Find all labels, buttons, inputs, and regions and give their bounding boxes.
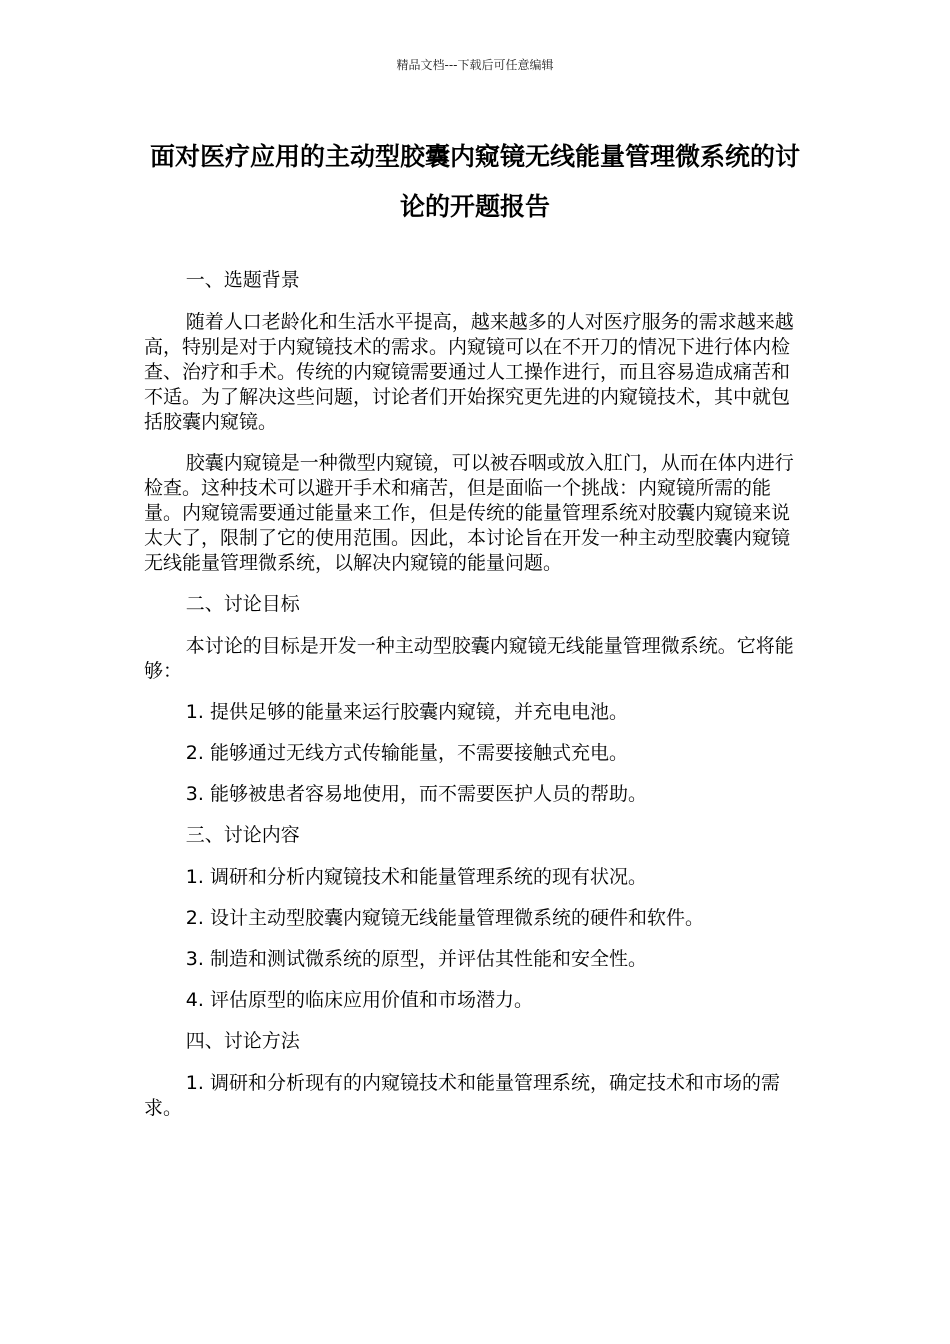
header-note: 精品文档---下载后可任意编辑 [396,58,554,72]
paragraph: 胶囊内窥镜是一种微型内窥镜，可以被吞咽或放入肛门，从而在体内进行检查。这种技术可以避开手术和痛苦，但是面临一个挑战：内窥镜所需的能量。内窥镜需要通过能量来工作，但是传统的能量管理系统对胶囊内窥镜来说太大了，限制了它的使用范围。因此，本讨论旨在开发一种主动型胶囊内窥镜无线能量管理微系统，以解决内窥镜的能量问题。 [144,452,794,574]
list-item: 1. 调研和分析内窥镜技术和能量管理系统的现有状况。 [185,866,647,888]
list-item: 1. 调研和分析现有的内窥镜技术和能量管理系统，确定技术和市场的需求。 [144,1072,780,1119]
list-item: 2. 能够通过无线方式传输能量，不需要接触式充电。 [185,742,628,764]
list-item: 3. 能够被患者容易地使用，而不需要医护人员的帮助。 [185,783,647,805]
list-item: 3. 制造和测试微系统的原型，并评估其性能和安全性。 [185,948,647,970]
section-heading-background: 一、选题背景 [185,269,300,291]
section-heading-goals: 二、讨论目标 [185,593,300,615]
list-item: 1. 提供足够的能量来运行胶囊内窥镜，并充电电池。 [185,701,628,723]
document-title: 面对医疗应用的主动型胶囊内窥镜无线能量管理微系统的讨论的开题报告 [149,142,800,221]
document-body [144,268,800,1137]
list-item: 2. 设计主动型胶囊内窥镜无线能量管理微系统的硬件和软件。 [185,907,704,929]
section-heading-methods: 四、讨论方法 [185,1030,300,1052]
section-heading-content: 三、讨论内容 [185,824,300,846]
paragraph: 本讨论的目标是开发一种主动型胶囊内窥镜无线能量管理微系统。它将能够： [144,635,794,682]
paragraph: 随着人口老龄化和生活水平提高，越来越多的人对医疗服务的需求越来越高，特别是对于内窥镜技术的需求。内窥镜可以在不开刀的情况下进行体内检查、治疗和手术。传统的内窥镜需要通过人工操作进行，而且容易造成痛苦和不适。为了解决这些问题，讨论者们开始探究更先进的内窥镜技术，其中就包括胶囊内窥镜。 [144,311,794,433]
list-item: 4. 评估原型的临床应用价值和市场潜力。 [185,989,533,1011]
